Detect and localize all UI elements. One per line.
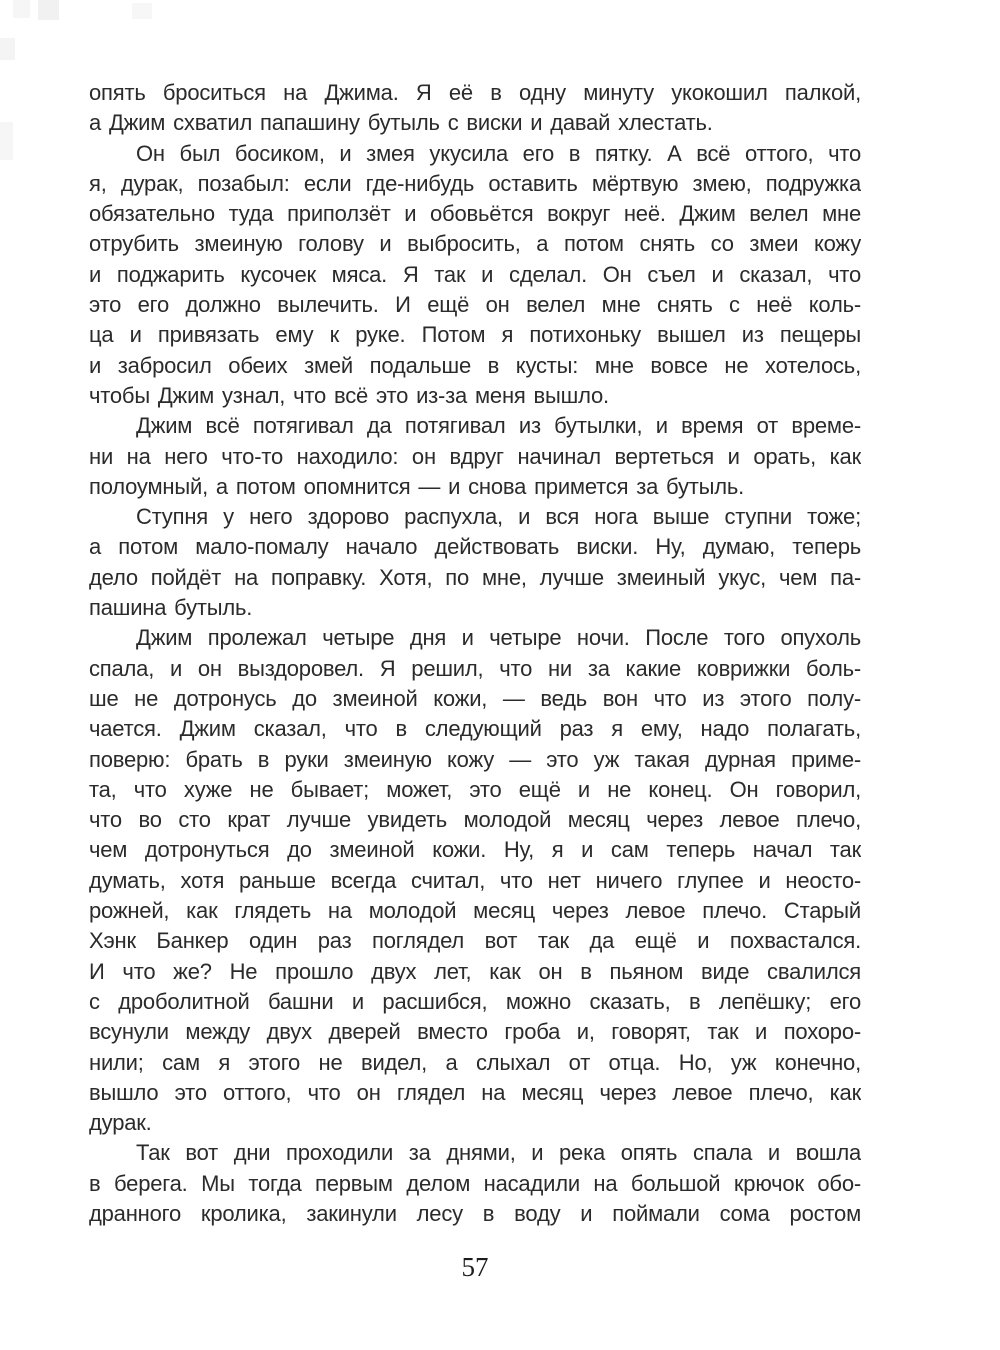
- text-line: нили; сам я этого не видел, а слыхал от отца. Но, уж конечно,: [89, 1049, 861, 1075]
- scan-artifact: [0, 38, 15, 60]
- text-line: поверю: брать в руки змеиную кожу — это уж такая дурная приме-: [89, 746, 861, 772]
- text-line: та, что хуже не бывает; может, это ещё и не конец. Он говорил,: [89, 776, 861, 802]
- scan-artifact: [132, 3, 152, 19]
- text-line: а Джим схватил папашину бутыль с виски и давай хлестать.: [89, 110, 713, 136]
- text-line: дурак.: [89, 1110, 152, 1136]
- text-line: Джим пролежал четыре дня и четыре ночи. После того опухоль: [136, 625, 861, 651]
- text-line: в берега. Мы тогда первым делом насадили на большой крючок обо-: [89, 1170, 861, 1196]
- text-line: думать, хотя раньше всегда считал, что нет ничего глупее и неосто-: [89, 867, 861, 893]
- text-line: опять броситься на Джима. Я её в одну минуту укокошил палкой,: [89, 80, 861, 105]
- text-line: чается. Джим сказал, что в следующий раз я ему, надо полагать,: [89, 716, 861, 742]
- text-line: это его должно вылечить. И ещё он велел мне снять с неё коль-: [89, 292, 861, 318]
- text-line: спала, и он выздоровел. Я решил, что ни за какие коврижки боль-: [89, 655, 861, 681]
- text-line: ца и привязать ему к руке. Потом я потихоньку вышел из пещеры: [89, 322, 861, 348]
- text-line: Он был босиком, и змея укусила его в пятку. А всё оттого, что: [136, 140, 861, 166]
- text-line: Джим всё потягивал да потягивал из бутылки, и время от време-: [136, 413, 861, 439]
- text-line: ни на него что-то находило: он вдруг начинал вертеться и орать, как: [89, 443, 861, 469]
- text-line: чтобы Джим узнал, что всё это из-за меня вышло.: [89, 382, 609, 408]
- scan-artifact: [13, 0, 30, 18]
- scan-artifact: [38, 0, 59, 20]
- page-number: 57: [461, 1252, 489, 1282]
- text-line: обязательно туда приползёт и обовьётся вокруг неё. Джим велел мне: [89, 201, 861, 227]
- text-line: Так вот дни проходили за днями, и река опять спала и вошла: [136, 1140, 861, 1166]
- text-line: Ступня у него здорово распухла, и вся нога выше ступни тоже;: [136, 504, 861, 530]
- text-line: пашина бутыль.: [89, 595, 253, 621]
- text-line: дранного кролика, закинули лесу в воду и поймали сома ростом: [89, 1200, 861, 1226]
- text-line: и поджарить кусочек мяса. Я так и сделал. Он съел и сказал, что: [89, 261, 861, 287]
- scan-artifact: [0, 122, 13, 160]
- text-block: [89, 78, 861, 1229]
- text-line: с дроболитной башни и расшибся, можно сказать, в лепёшку; его: [89, 988, 861, 1014]
- text-line: чем дотронуться до змеиной кожи. Ну, я и сам теперь начал так: [89, 837, 861, 863]
- text-line: я, дурак, позабыл: если где-нибудь оставить мёртвую змею, подружка: [89, 170, 861, 196]
- text-line: полоумный, а потом опомнится — и снова примется за бутыль.: [89, 473, 745, 499]
- text-line: И что же? Не прошло двух лет, как он в пьяном виде свалился: [89, 958, 861, 984]
- text-line: отрубить змеиную голову и выбросить, а потом снять со змеи кожу: [89, 231, 861, 257]
- text-line: вышло это оттого, что он глядел на месяц через левое плечо, как: [89, 1079, 861, 1105]
- text-line: ше не дотронусь до змеиной кожи, — ведь вон что из этого полу-: [89, 685, 861, 711]
- text-line: всунули между двух дверей вместо гроба и, говорят, так и похоро-: [89, 1019, 861, 1045]
- text-line: что во сто крат лучше увидеть молодой месяц через левое плечо,: [89, 807, 861, 833]
- text-line: рожней, как глядеть на молодой месяц через левое плечо. Старый: [89, 898, 861, 924]
- text-line: а потом мало-помалу начало действовать виски. Ну, думаю, теперь: [89, 534, 861, 560]
- text-line: Хэнк Банкер один раз поглядел вот так да ещё и похвастался.: [89, 928, 861, 954]
- text-line: и забросил обеих змей подальше в кусты: мне вовсе не хотелось,: [89, 352, 861, 378]
- text-line: дело пойдёт на поправку. Хотя, по мне, лучше змеиный укус, чем па-: [89, 564, 861, 590]
